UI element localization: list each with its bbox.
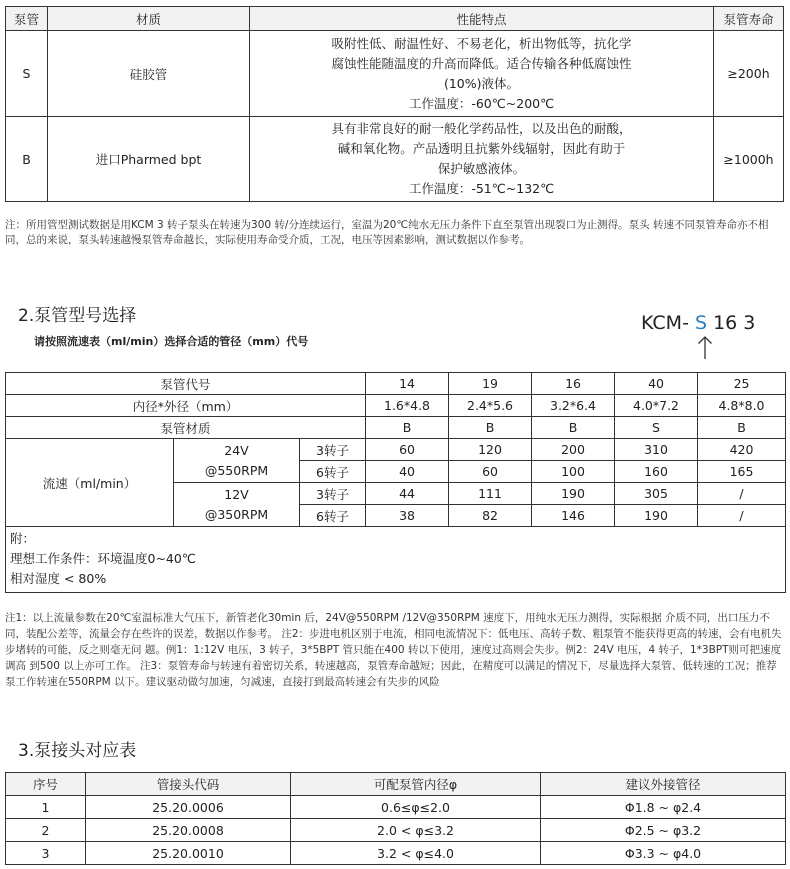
flow-value: 420	[698, 439, 786, 461]
row-label: 泵管代号	[6, 373, 366, 395]
tube-size: 4.0*7.2	[615, 395, 698, 417]
voltage-label: 12V	[224, 486, 249, 502]
rpm-label: @350RPM	[204, 506, 269, 522]
row-label: 内径*外径（mm）	[6, 395, 366, 417]
tube-code: 14	[366, 373, 449, 395]
flow-value: 120	[449, 439, 532, 461]
tube-life-note: 注：所用管型测试数据是用KCM 3 转子泵头在转速为300 转/分连续运行，室温为20℃纯水无压力条件下直至泵管出现裂口为止测得。泵头 转速不同泵管寿命亦不相同，总的来说，泵头转速越慢泵管寿命越长，实际使用寿命受介质，工况，电压等因素影响，测试数据以作参考。	[5, 219, 769, 246]
model-code-example	[641, 312, 755, 334]
flow-value: 40	[366, 461, 449, 483]
rotor-label: 6转子	[300, 505, 366, 527]
table-header-row	[6, 773, 786, 796]
desc-line: (10%)液体。	[443, 75, 520, 91]
desc-line: 保护敏感液体。	[437, 161, 526, 176]
flow-value: 60	[449, 461, 532, 483]
model-suffix: 16 3	[707, 312, 756, 334]
tube-size: 2.4*5.6	[449, 395, 532, 417]
rpm-label: @550RPM	[204, 462, 269, 478]
section-subtitle: 请按照流速表（ml/min）选择合适的管径（mm）代号	[34, 335, 309, 348]
table-row	[6, 417, 786, 439]
model-prefix: KCM-	[641, 312, 695, 334]
tube-properties-table	[5, 6, 784, 202]
table-row	[6, 527, 786, 593]
tube-material: B	[532, 417, 615, 439]
flow-value: 310	[615, 439, 698, 461]
tube-inner-diameter: 3.2 < φ≤4.0	[291, 842, 541, 865]
desc-line: 腐蚀性能随温度的升高而降低。适合传输各种低腐蚀性	[331, 55, 632, 71]
tube-code: 25	[698, 373, 786, 395]
section-title-tube-model: 2.泵管型号选择	[18, 306, 137, 326]
tube-code: B	[6, 117, 48, 202]
flow-value: 146	[532, 505, 615, 527]
external-tube-diameter: Φ1.8 ~ φ2.4	[541, 796, 786, 819]
flow-value: 190	[615, 505, 698, 527]
header-cell: 性能特点	[250, 7, 714, 31]
model-tube-letter: S	[694, 312, 708, 334]
row-label: 泵管材质	[6, 417, 366, 439]
flow-value: 44	[366, 483, 449, 505]
tube-code: S	[6, 31, 48, 117]
flow-value: 38	[366, 505, 449, 527]
header-cell: 泵管	[6, 7, 48, 31]
tube-material: 进口Pharmed bpt	[48, 117, 250, 202]
flow-value: /	[698, 483, 786, 505]
section-title-connector: 3.泵接头对应表	[18, 741, 137, 761]
header-cell: 序号	[6, 773, 86, 796]
voltage-24v	[174, 439, 300, 483]
working-temperature: 工作温度：-60℃~200℃	[408, 95, 555, 111]
table-row	[6, 117, 784, 202]
flow-value: 100	[532, 461, 615, 483]
working-conditions-note	[6, 527, 786, 593]
tube-material: B	[366, 417, 449, 439]
flow-value: 305	[615, 483, 698, 505]
tube-material: B	[698, 417, 786, 439]
row-index: 3	[6, 842, 86, 865]
row-index: 1	[6, 796, 86, 819]
flow-value: 165	[698, 461, 786, 483]
desc-line: 具有非常良好的耐一般化学药品性，以及出色的耐酸，	[331, 121, 632, 136]
tube-material: B	[449, 417, 532, 439]
working-temperature: 工作温度：-51℃~132℃	[408, 181, 555, 196]
tube-life: ≥200h	[714, 31, 784, 117]
table-row	[6, 31, 784, 117]
note-line: 相对湿度 < 80%	[10, 571, 107, 586]
header-cell: 建议外接管径	[541, 773, 786, 796]
rotor-label: 3转子	[300, 483, 366, 505]
voltage-12v	[174, 483, 300, 527]
tube-code: 16	[532, 373, 615, 395]
note-line: 理想工作条件：环境温度0~40℃	[10, 551, 196, 566]
header-cell: 泵管寿命	[714, 7, 784, 31]
tube-size: 3.2*6.4	[532, 395, 615, 417]
header-cell: 可配泵管内径φ	[291, 773, 541, 796]
flow-value: 200	[532, 439, 615, 461]
flow-rate-table	[5, 372, 786, 593]
table-row	[6, 373, 786, 395]
external-tube-diameter: Φ3.3 ~ φ4.0	[541, 842, 786, 865]
flow-value: 190	[532, 483, 615, 505]
row-index: 2	[6, 819, 86, 842]
table-row	[6, 796, 786, 819]
rotor-label: 3转子	[300, 439, 366, 461]
flow-value: 60	[366, 439, 449, 461]
connector-code: 25.20.0008	[86, 819, 291, 842]
tube-material: S	[615, 417, 698, 439]
tube-inner-diameter: 0.6≤φ≤2.0	[291, 796, 541, 819]
header-cell: 材质	[48, 7, 250, 31]
tube-size: 1.6*4.8	[366, 395, 449, 417]
rotor-label: 6转子	[300, 461, 366, 483]
tube-code: 40	[615, 373, 698, 395]
table-row	[6, 395, 786, 417]
table-header-row	[6, 7, 784, 31]
flow-value: 82	[449, 505, 532, 527]
connector-code: 25.20.0010	[86, 842, 291, 865]
voltage-label: 24V	[224, 442, 249, 458]
flow-value: 111	[449, 483, 532, 505]
note-line: 附：	[10, 531, 36, 546]
tube-code: 19	[449, 373, 532, 395]
desc-line: 碱和氧化物。产品透明且抗紫外线辐射，因此有助于	[337, 141, 626, 156]
tube-inner-diameter: 2.0 < φ≤3.2	[291, 819, 541, 842]
table-row	[6, 819, 786, 842]
external-tube-diameter: Φ2.5 ~ φ3.2	[541, 819, 786, 842]
tube-material: 硅胶管	[48, 31, 250, 117]
header-cell: 管接头代码	[86, 773, 291, 796]
tube-size: 4.8*8.0	[698, 395, 786, 417]
table-row	[6, 439, 786, 461]
flow-label: 流速（ml/min）	[6, 439, 174, 527]
desc-line: 吸附性低、耐温性好、不易老化，析出物低等，抗化学	[331, 35, 632, 51]
connector-code: 25.20.0006	[86, 796, 291, 819]
tube-description	[250, 117, 714, 202]
flow-value: 160	[615, 461, 698, 483]
tube-life: ≥1000h	[714, 117, 784, 202]
flow-rate-notes: 注1：以上流量参数在20℃室温标准大气压下，新管老化30min 后，24V@550RPM /12V@350RPM 速度下，用纯水无压力测得，实际根据 介质不同，出口压力不同，装配公差等，流量会存在些许的误差，数据以作参考。 注2：步进电机区别于电流，相同电流情况下：低电压、高转子数、粗泵管不能获得更高的转速，会有电机失步堵转的可能，反之则毫无问 题。例1：1:12V 电压，3 转子，3*5BPT 管只能在400 转以下使用，速度过高则会失步。例2：24V 电压，4 转子，1*3BPT则可把速度调高 到500 以上亦可工作。 注3：泵管寿命与转速有着密切关系，转速越高，泵管寿命越短；因此，在精度可以满足的情况下，尽量选择大泵管、低转速的工况；推荐 泵工作转速在550RPM 以下。建议驱动做匀加速，匀减速，直接打到最高转速会有失步的风险	[5, 612, 782, 688]
tube-description	[250, 31, 714, 117]
flow-value: /	[698, 505, 786, 527]
table-row	[6, 842, 786, 865]
up-arrow-icon	[697, 334, 713, 360]
connector-table	[5, 772, 786, 865]
